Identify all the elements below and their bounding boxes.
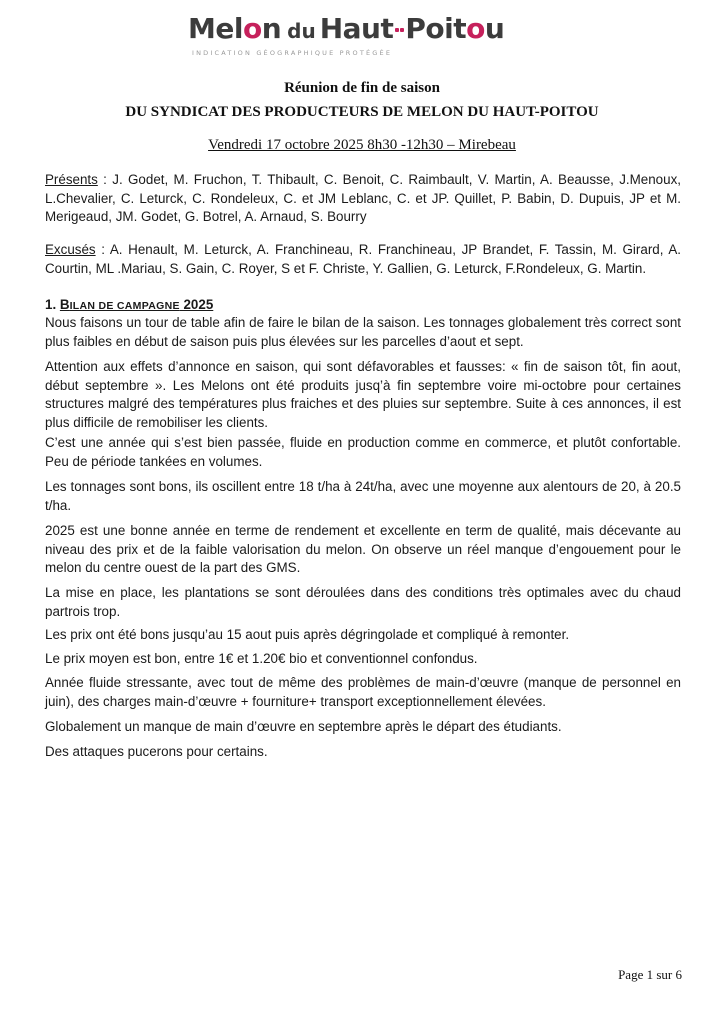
excuses-label: Excusés xyxy=(45,242,96,257)
paragraph-annee: C’est une année qui s’est bien passée, fluide en production comme en commerce, et plutôt confortable. Peu de période tankées en volumes. xyxy=(45,435,681,469)
paragraph-mise-en-place: La mise en place, les plantations se sont déroulées dans des conditions très optimales avec du chaud partrois trop. xyxy=(45,585,681,619)
presents-paragraph xyxy=(45,171,681,227)
paragraph-bilan: Nous faisons un tour de table afin de faire le bilan de la saison. Les tonnages globalement très correct sont plus faibles en début de saison puis plus élevées sur les parcelles d’aout et sept. xyxy=(45,315,681,349)
paragraph-effets-annonce: Attention aux effets d’annonce en saison, qui sont défavorables et fausses: « fin de saison tôt, fin aout, début septembre ». Les Melons ont été produits jusq’à fin septembre voire mi-octobre pour certaines structures malgré des températures plus fraiches et des pluies sur septembre. Suite à ces annonces, il est plus difficile de remobiliser les clients. xyxy=(45,359,681,430)
section-1-heading: 1. BILAN DE CAMPAGNE 2025 xyxy=(45,297,214,312)
logo-word-poitou: Poitou xyxy=(405,12,505,45)
logo-word-du: du xyxy=(287,19,316,43)
presents-list: : J. Godet, M. Fruchon, T. Thibault, C. Benoit, C. Raimbault, V. Martin, A. Beausse, J.Menoux, L.Chevalier, C. Leturck, C. Rondeleux, C. et JM Leblanc, C. et JP. Quillet, P. Babin, D. Dupuis, JP et M. Merigeaud, JM. Godet, G. Botrel, A. Arnaud, S. Bourry xyxy=(45,172,681,225)
document-subtitle: DU SYNDICAT DES PRODUCTEURS DE MELON DU HAUT-POITOU xyxy=(125,104,599,120)
paragraph-pucerons: Des attaques pucerons pour certains. xyxy=(45,744,268,759)
paragraph-prix: Les prix ont été bons jusqu’au 15 aout puis après dégringolade et compliqué à remonter. xyxy=(45,627,570,642)
paragraph-rendement: 2025 est une bonne année en terme de rendement et excellente en term de qualité, mais décevante au niveau des prix et de la faible valorisation du melon. On observe un réel manque d’engouement pour le melon du centre ouest de la part des GMS. xyxy=(45,523,681,576)
logo-dots-icon xyxy=(394,17,404,36)
melon-du-haut-poitou-logo xyxy=(188,12,505,60)
logo-word-melon: Melon xyxy=(188,12,282,45)
paragraph-main-oeuvre: Année fluide stressante, avec tout de même des problèmes de main-d’œuvre (manque de personnel en juin), des charges main-d’œuvre + fourniture+ transport exceptionnellement élevées. xyxy=(45,675,681,709)
excuses-paragraph xyxy=(45,241,681,278)
excuses-list: : A. Henault, M. Leturck, A. Franchineau, R. Franchineau, JP Brandet, F. Tassin, M. Girard, A. Courtin, ML .Mariau, S. Gain, C. Royer, S et F. Christe, Y. Gallien, G. Leturck, F.Rondeleux, G. Martin. xyxy=(45,242,681,276)
page-number: Page 1 sur 6 xyxy=(618,967,682,982)
presents-label: Présents xyxy=(45,172,98,187)
paragraph-prix-moyen: Le prix moyen est bon, entre 1€ et 1.20€ bio et conventionnel confondus. xyxy=(45,651,478,666)
logo-word-haut: Haut xyxy=(319,12,394,45)
document-title: Réunion de fin de saison xyxy=(284,80,440,96)
meeting-date-line: Vendredi 17 octobre 2025 8h30 -12h30 – Mirebeau xyxy=(208,137,516,153)
paragraph-tonnages: Les tonnages sont bons, ils oscillent entre 18 t/ha à 24t/ha, avec une moyenne aux alentours de 20, à 20.5 t/ha. xyxy=(45,479,681,513)
paragraph-manque-main-oeuvre: Globalement un manque de main d’œuvre en septembre après le départ des étudiants. xyxy=(45,719,562,734)
logo-tagline: INDICATION GÉOGRAPHIQUE PROTÉGÉE xyxy=(192,49,393,57)
